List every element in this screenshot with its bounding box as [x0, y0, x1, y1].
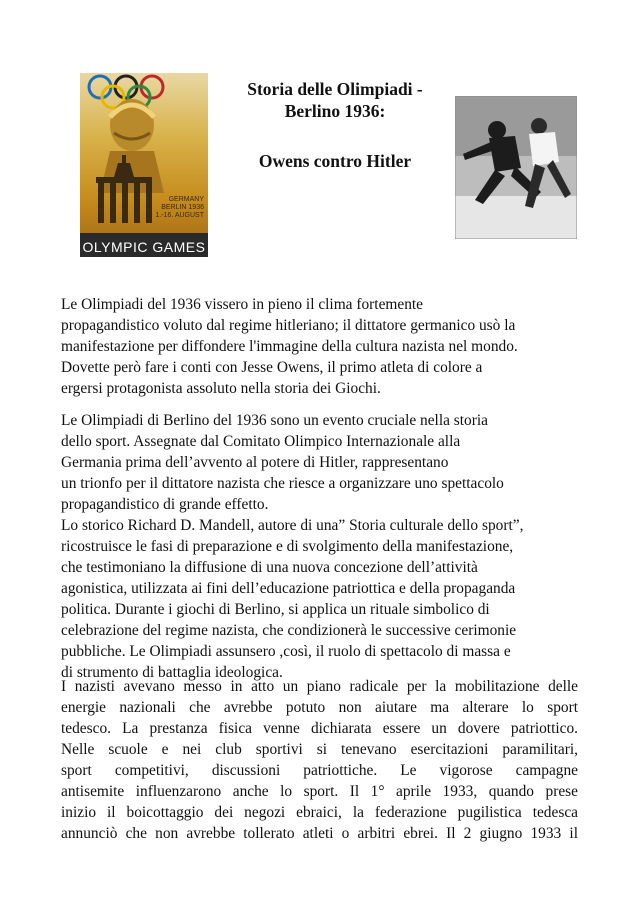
text-line: di strumento di battaglia ideologica. [61, 664, 283, 681]
poster-caption-city-year: BERLIN 1936 [161, 204, 204, 211]
text-line: propagandistico voluto dal regime hitleriano; il dittatore germanico usò la [61, 317, 516, 334]
text-line: dello sport. Assegnate dal Comitato Olimpico Internazionale alla [61, 433, 461, 450]
text-line: Dovette però fare i conti con Jesse Owens, il primo atleta di colore a [61, 359, 483, 376]
poster-caption-country: GERMANY [168, 196, 204, 203]
text-line: Le Olimpiadi di Berlino del 1936 sono un evento cruciale nella storia [61, 412, 488, 429]
text-line: tedesco. La prestanza fisica venne dichiarata essere un dovere patriottico. [61, 720, 578, 737]
title-line-2: Berlino 1936: [284, 101, 386, 121]
document-title [200, 78, 470, 122]
sprinters-photo [455, 96, 577, 239]
title-line-1: Storia delle Olimpiadi - [247, 79, 423, 99]
text-line: annunciò che non avrebbe tollerato atleti o arbitri ebrei. Il 2 giugno 1933 il [61, 825, 578, 842]
paragraph-2 [61, 410, 578, 683]
poster-caption-dates: 1.-16. AUGUST [155, 212, 204, 219]
text-line: Germania prima dell’avvento al potere di Hitler, rappresentano [61, 454, 449, 471]
poster-artwork [80, 73, 208, 257]
text-line: I nazisti avevano messo in atto un piano radicale per la mobilitazione delle [61, 678, 578, 695]
text-line: antisemite influenzarono anche lo sport. Il 1° aprile 1933, quando prese [61, 783, 578, 800]
text-line: che testimoniano la diffusione di una nuova concezione dell’attività [61, 559, 478, 576]
text-line: un trionfo per il dittatore nazista che riesce a organizzare uno spettacolo [61, 475, 504, 492]
paragraph-3 [61, 676, 578, 844]
text-line: manifestazione per diffondere l'immagine della cultura nazista nel mondo. [61, 338, 518, 355]
text-line: celebrazione del regime nazista, che condizionerà le successive cerimonie [61, 622, 517, 639]
text-line: Lo storico Richard D. Mandell, autore di una” Storia culturale dello sport”, [61, 517, 524, 534]
paragraph-1 [61, 294, 578, 399]
text-line: agonistica, utilizzata ai fini dell’educazione patriottica e della propaganda [61, 580, 516, 597]
text-line: propagandistico di grande effetto. [61, 496, 269, 513]
text-line: Nelle scuole e nei club sportivi si tenevano esercitazioni paramilitari, [61, 741, 578, 758]
document-subtitle: Owens contro Hitler [258, 151, 412, 171]
sprinters-photo-artwork [455, 96, 577, 239]
text-line: ergersi protagonista assoluto nella storia dei Giochi. [61, 380, 381, 397]
text-line: sport competitivi, discussioni patriottiche. Le vigorose campagne [61, 762, 578, 779]
text-line: ricostruisce le fasi di preparazione e di svolgimento della manifestazione, [61, 538, 514, 555]
text-line: Le Olimpiadi del 1936 vissero in pieno il clima fortemente [61, 296, 424, 313]
poster-games-text: OLYMPIC GAMES [82, 239, 206, 255]
olympic-poster-image [80, 73, 208, 257]
text-line: pubbliche. Le Olimpiadi assunsero ,così, il ruolo di spettacolo di massa e [61, 643, 511, 660]
text-line: energie nazionali che avrebbe potuto non aiutare ma alterare lo sport [61, 699, 578, 716]
poster-caption [134, 196, 204, 220]
text-line: politica. Durante i giochi di Berlino, si applica un rituale simbolico di [61, 601, 490, 618]
text-line: inizio il boicottaggio dei negozi ebraici, la federazione pugilistica tedesca [61, 804, 578, 821]
